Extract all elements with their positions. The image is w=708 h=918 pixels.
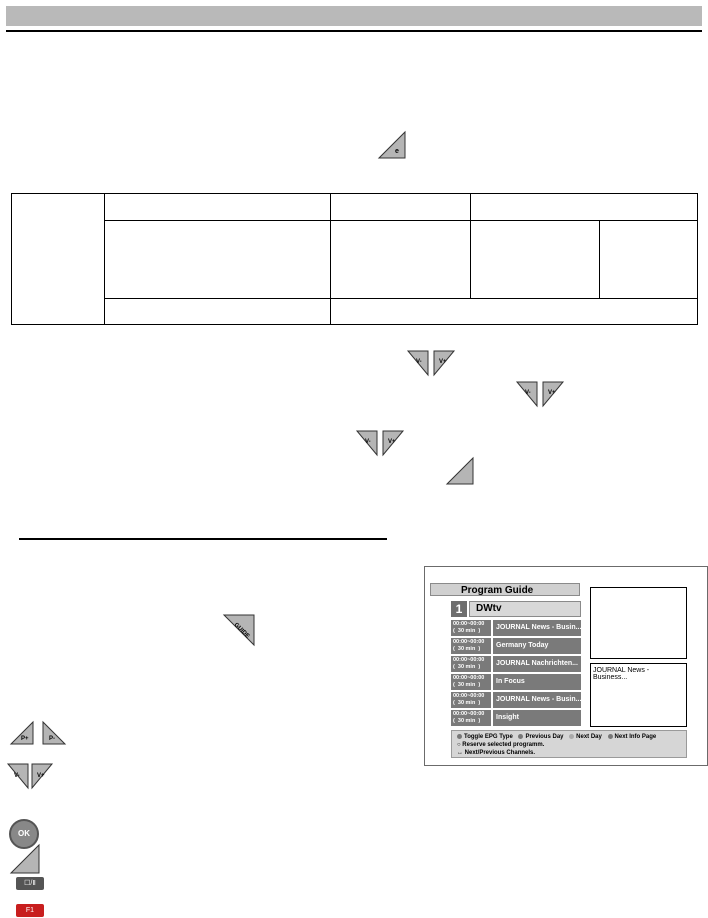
- program-title[interactable]: JOURNAL News - Busin...: [493, 620, 581, 636]
- ok-button-icon: OK: [9, 819, 39, 849]
- video-preview: [590, 587, 687, 659]
- channel-name[interactable]: DWtv: [469, 601, 581, 617]
- program-time: 00:00~00:00 ( 30 min ): [451, 692, 491, 708]
- volume-minus-label: V-: [14, 773, 20, 779]
- program-time: 00:00~00:00 ( 30 min ): [451, 620, 491, 636]
- arrow-button-icon: [9, 843, 41, 875]
- volume-plus-label: V+: [37, 773, 45, 779]
- legend-toggle: Toggle EPG Type: [464, 734, 513, 740]
- volume-plus-label: V+: [439, 359, 447, 365]
- program-time: 00:00~00:00 ( 30 min ): [451, 710, 491, 726]
- page-plus-label: P+: [21, 736, 29, 742]
- svg-text:e: e: [395, 148, 399, 155]
- legend-reserve: Reserve selected programm.: [462, 742, 545, 748]
- epg-legend: [451, 730, 687, 758]
- volume-buttons-3: [355, 427, 407, 457]
- subtitle-button-icon: ☐/Ⅱ: [16, 877, 44, 890]
- program-guide-screen: [424, 566, 708, 766]
- header-rule: [6, 30, 702, 32]
- yellow-key-icon: [569, 734, 574, 739]
- f1-button-icon: F1: [16, 904, 44, 917]
- page-buttons: [9, 718, 69, 746]
- epg-title: Program Guide: [430, 583, 580, 596]
- channel-number: 1: [451, 601, 467, 617]
- legend-prev-day: Previous Day: [525, 734, 564, 740]
- guide-label: GUIDE: [232, 622, 251, 640]
- volume-plus-label: V+: [388, 439, 396, 445]
- volume-buttons-4: [6, 760, 56, 790]
- arrow-button-icon: [445, 456, 475, 486]
- program-title[interactable]: Insight: [493, 710, 581, 726]
- red-key-icon: [457, 734, 462, 739]
- legend-channels: Next/Previous Channels.: [464, 750, 536, 756]
- left-right-arrow-icon: ↔: [457, 750, 465, 756]
- legend-next-info: Next Info Page: [614, 734, 657, 740]
- settings-table: [11, 193, 698, 325]
- program-title[interactable]: JOURNAL News - Busin...: [493, 692, 581, 708]
- program-info-text: JOURNAL News - Business...: [593, 667, 650, 681]
- legend-next-day: Next Day: [576, 734, 602, 740]
- volume-buttons-1: [406, 347, 458, 377]
- guide-button-icon: [222, 613, 256, 647]
- program-title[interactable]: JOURNAL Nachrichten...: [493, 656, 581, 672]
- program-time: 00:00~00:00 ( 30 min ): [451, 656, 491, 672]
- reserve-icon: ○: [457, 742, 463, 748]
- program-title[interactable]: Germany Today: [493, 638, 581, 654]
- volume-minus-label: V-: [365, 439, 371, 445]
- volume-minus-label: V-: [416, 359, 422, 365]
- volume-buttons-2: [515, 378, 567, 408]
- section-underline: [19, 538, 387, 540]
- green-key-icon: [518, 734, 523, 739]
- program-time: 00:00~00:00 ( 30 min ): [451, 674, 491, 690]
- volume-minus-label: V-: [525, 390, 531, 396]
- volume-plus-label: V+: [548, 390, 556, 396]
- section-header-bar: [6, 6, 702, 26]
- program-time: 00:00~00:00 ( 30 min ): [451, 638, 491, 654]
- blue-key-icon: [608, 734, 613, 739]
- program-title[interactable]: In Focus: [493, 674, 581, 690]
- page-minus-label: P-: [49, 736, 55, 742]
- program-info-panel: [590, 663, 687, 727]
- arrow-button-icon: [377, 130, 407, 160]
